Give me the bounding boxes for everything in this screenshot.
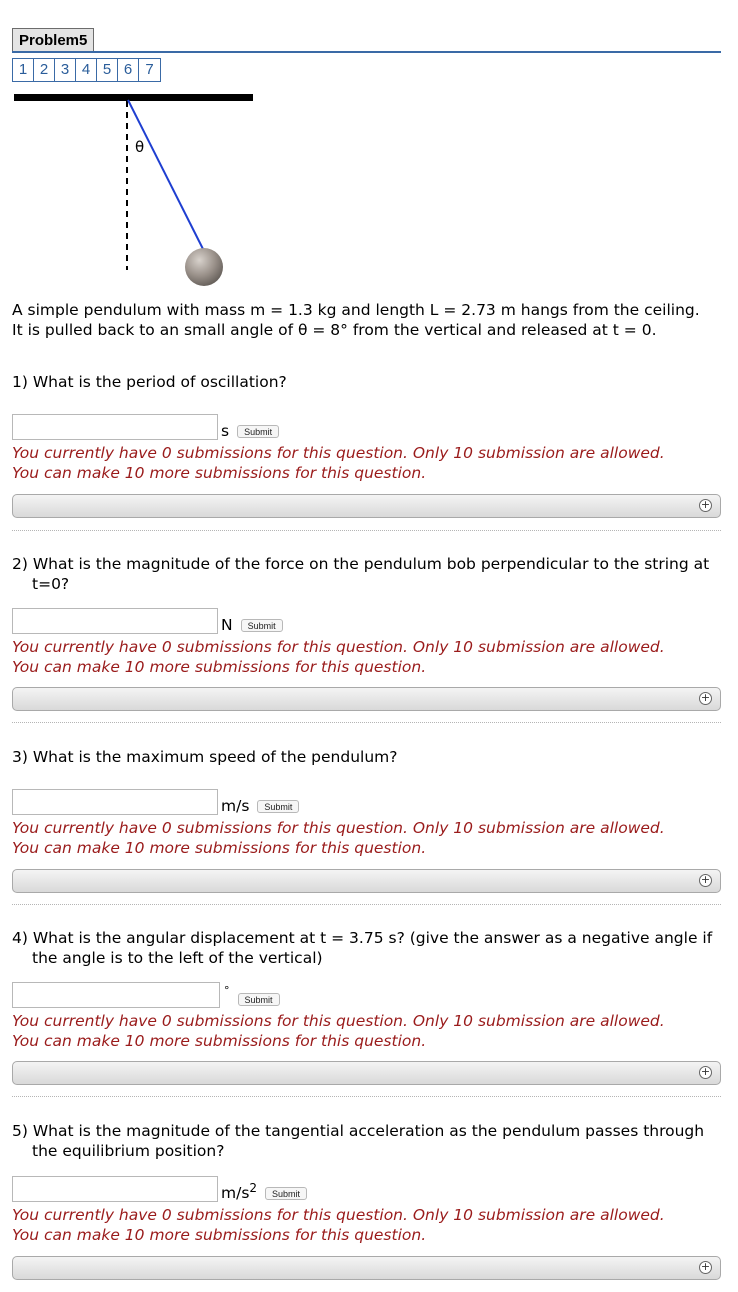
- question-2-text: 2) What is the magnitude of the force on the pendulum bob perpendicular to the string at t=0?: [12, 555, 710, 593]
- page-link-7[interactable]: 7: [139, 59, 160, 81]
- unit-label-5: [221, 1179, 257, 1202]
- submission-notice-1: [12, 443, 727, 483]
- answer-input-2[interactable]: [12, 608, 218, 634]
- answer-input-5[interactable]: [12, 1176, 218, 1202]
- theta-label: θ: [135, 138, 145, 156]
- plus-circle-icon[interactable]: +: [700, 498, 711, 511]
- notice-line-1: You currently have 0 submissions for this question. Only 10 submission are allowed.: [12, 1206, 665, 1224]
- separator: [12, 904, 721, 905]
- hint-toggle-1[interactable]: [12, 494, 721, 518]
- unit-label-2: N: [221, 616, 233, 634]
- page-link-6[interactable]: 6: [118, 59, 139, 81]
- hint-toggle-2[interactable]: [12, 687, 721, 711]
- separator: [12, 722, 721, 723]
- page-link-1[interactable]: 1: [13, 59, 34, 81]
- unit-base: m/s: [221, 1184, 250, 1202]
- hint-toggle-5[interactable]: [12, 1256, 721, 1280]
- unit-exponent: 2: [249, 1180, 258, 1195]
- page-link-5[interactable]: 5: [97, 59, 118, 81]
- statement-line-2: It is pulled back to an small angle of θ = 8° from the vertical and released at t = 0.: [12, 321, 657, 339]
- submission-notice-3: [12, 818, 727, 858]
- question-1: [12, 372, 727, 392]
- plus-circle-icon[interactable]: +: [700, 1260, 711, 1273]
- question-4-text: 4) What is the angular displacement at t = 3.75 s? (give the answer as a negative angle if the angle is to the left of the vertical): [12, 929, 713, 967]
- submit-button-3[interactable]: Submit: [257, 800, 299, 813]
- pendulum-diagram: [0, 86, 300, 296]
- page-link-4[interactable]: 4: [76, 59, 97, 81]
- notice-line-2: You can make 10 more submissions for this question.: [12, 464, 427, 482]
- pendulum-bob: [185, 248, 223, 286]
- statement-line-1: A simple pendulum with mass m = 1.3 kg and length L = 2.73 m hangs from the ceiling.: [12, 301, 700, 319]
- submission-notice-2: [12, 637, 727, 677]
- submit-button-4[interactable]: Submit: [238, 993, 280, 1006]
- answer-input-3[interactable]: [12, 789, 218, 815]
- plus-circle-icon[interactable]: +: [700, 1065, 711, 1078]
- notice-line-2: You can make 10 more submissions for this question.: [12, 658, 427, 676]
- hint-toggle-3[interactable]: [12, 869, 721, 893]
- page-navigation: [12, 58, 161, 82]
- header-rule: [12, 51, 721, 53]
- notice-line-1: You currently have 0 submissions for this question. Only 10 submission are allowed.: [12, 819, 665, 837]
- unit-label-1: s: [221, 422, 230, 440]
- question-4: [12, 928, 727, 968]
- submission-notice-5: [12, 1205, 727, 1245]
- answer-input-4[interactable]: [12, 982, 220, 1008]
- notice-line-2: You can make 10 more submissions for this question.: [12, 1226, 427, 1244]
- submit-button-5[interactable]: Submit: [265, 1187, 307, 1200]
- notice-line-1: You currently have 0 submissions for this question. Only 10 submission are allowed.: [12, 638, 665, 656]
- separator: [12, 530, 721, 531]
- separator: [12, 1096, 721, 1097]
- submit-button-2[interactable]: Submit: [241, 619, 283, 632]
- question-5: [12, 1121, 727, 1161]
- unit-label-4: °: [224, 984, 230, 997]
- unit-label-3: m/s: [221, 797, 250, 815]
- submit-button-1[interactable]: Submit: [237, 425, 279, 438]
- notice-line-1: You currently have 0 submissions for this question. Only 10 submission are allowed.: [12, 444, 665, 462]
- question-3-text: 3) What is the maximum speed of the pendulum?: [12, 748, 398, 766]
- plus-circle-icon[interactable]: +: [700, 873, 711, 886]
- page-link-3[interactable]: 3: [55, 59, 76, 81]
- answer-input-1[interactable]: [12, 414, 218, 440]
- submission-notice-4: [12, 1011, 727, 1051]
- question-2: [12, 554, 727, 594]
- notice-line-2: You can make 10 more submissions for this question.: [12, 1032, 427, 1050]
- notice-line-1: You currently have 0 submissions for this question. Only 10 submission are allowed.: [12, 1012, 665, 1030]
- plus-circle-icon[interactable]: +: [700, 691, 711, 704]
- question-5-text: 5) What is the magnitude of the tangential acceleration as the pendulum passes through the equilibrium position?: [12, 1122, 705, 1160]
- ceiling-bar: [14, 94, 253, 101]
- question-3: [12, 747, 727, 767]
- problem-statement: [12, 300, 727, 340]
- page-link-2[interactable]: 2: [34, 59, 55, 81]
- problem-tab[interactable]: Problem5: [12, 28, 94, 52]
- notice-line-2: You can make 10 more submissions for this question.: [12, 839, 427, 857]
- pendulum-string: [128, 100, 203, 249]
- question-1-text: 1) What is the period of oscillation?: [12, 373, 287, 391]
- hint-toggle-4[interactable]: [12, 1061, 721, 1085]
